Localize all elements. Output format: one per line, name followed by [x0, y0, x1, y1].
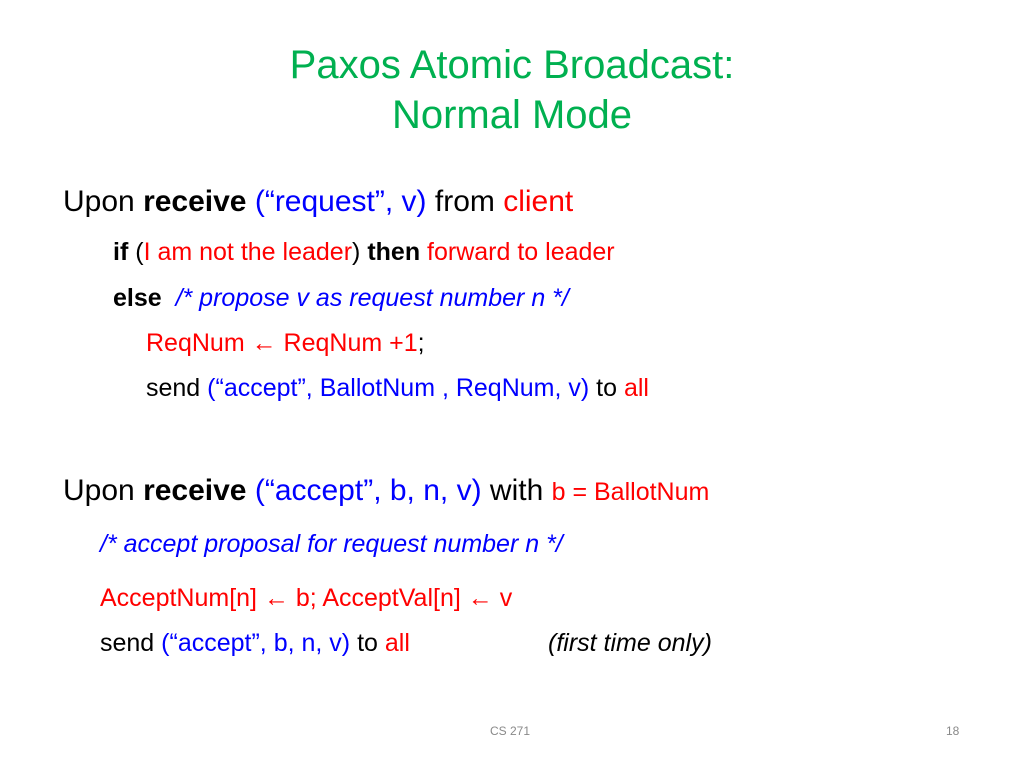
- ballot-condition: b = BallotNum: [551, 478, 710, 506]
- block1-line5: [146, 374, 649, 403]
- block2-line4: [100, 629, 410, 658]
- upon-text: Upon: [63, 474, 144, 507]
- forward-action: forward to leader: [420, 238, 615, 266]
- accept-message: (“accept”, b, n, v): [161, 629, 351, 657]
- accept-message: (“accept”, BallotNum , ReqNum, v): [207, 374, 590, 402]
- semicolon: ;: [417, 329, 425, 357]
- block1-line1: [63, 185, 573, 219]
- block1-line2: [113, 238, 615, 267]
- footer-course: CS 271: [490, 724, 531, 738]
- to-text: to: [589, 374, 624, 402]
- if-keyword: if: [113, 238, 129, 266]
- with-text: with: [481, 474, 552, 507]
- send-text: send: [100, 629, 162, 657]
- title-line-2: Normal Mode: [391, 93, 633, 137]
- reqnum-increment: ReqNum ← ReqNum +1: [146, 329, 418, 357]
- send-text: send: [146, 374, 208, 402]
- block2-line1: [63, 474, 709, 508]
- footer-page-number: 18: [946, 724, 960, 738]
- upon-text: Upon: [63, 185, 144, 218]
- first-time-note: (first time only): [548, 629, 712, 657]
- leader-condition: I am not the leader: [143, 238, 353, 266]
- accept-assignment: AcceptNum[n] ← b; AcceptVal[n] ← v: [100, 584, 513, 612]
- accept-message: (“accept”, b, n, v): [246, 474, 482, 507]
- block2-line3: [100, 584, 512, 613]
- block1-line3: [113, 284, 569, 313]
- from-text: from: [426, 185, 504, 218]
- all-text: all: [384, 629, 410, 657]
- close-paren: ): [352, 238, 368, 266]
- block2-line2: [100, 530, 563, 559]
- open-paren: (: [128, 238, 144, 266]
- slide-title: [0, 40, 1024, 140]
- block1-line4: [146, 329, 425, 358]
- to-text: to: [350, 629, 385, 657]
- request-message: (“request”, v): [246, 185, 427, 218]
- accept-comment: /* accept proposal for request number n */: [100, 530, 563, 558]
- receive-keyword: receive: [143, 474, 247, 507]
- client-text: client: [503, 185, 574, 218]
- receive-keyword: receive: [143, 185, 247, 218]
- propose-comment: /* propose v as request number n */: [161, 284, 569, 312]
- then-keyword: then: [367, 238, 421, 266]
- all-text: all: [623, 374, 649, 402]
- else-keyword: else: [113, 284, 162, 312]
- title-line-1: Paxos Atomic Broadcast:: [289, 43, 735, 87]
